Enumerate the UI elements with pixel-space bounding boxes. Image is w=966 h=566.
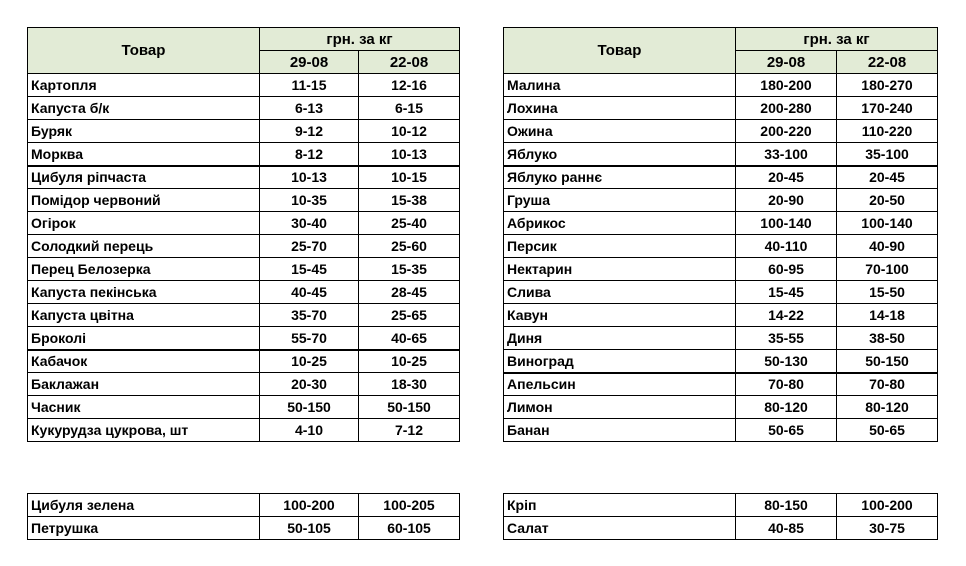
price-cell-date1: 20-30 xyxy=(260,373,359,396)
product-name-cell: Нектарин xyxy=(504,258,736,281)
product-name-cell: Капуста цвітна xyxy=(28,304,260,327)
product-name-cell: Капуста б/к xyxy=(28,97,260,120)
product-name-cell: Морква xyxy=(28,143,260,166)
table-row xyxy=(28,166,460,189)
price-cell-date2: 10-13 xyxy=(359,143,460,166)
price-cell-date2: 25-40 xyxy=(359,212,460,235)
product-name-cell: Цибуля ріпчаста xyxy=(28,166,260,189)
price-cell-date1: 80-150 xyxy=(736,494,837,517)
price-cell-date1: 4-10 xyxy=(260,419,359,442)
product-name-cell: Кукурудза цукрова, шт xyxy=(28,419,260,442)
price-cell-date2: 60-105 xyxy=(359,517,460,540)
product-name-cell: Баклажан xyxy=(28,373,260,396)
price-cell-date1: 15-45 xyxy=(736,281,837,304)
greens-price-table-left xyxy=(27,493,460,540)
price-cell-date1: 40-45 xyxy=(260,281,359,304)
price-cell-date1: 6-13 xyxy=(260,97,359,120)
table-row xyxy=(504,258,938,281)
table-row xyxy=(28,419,460,442)
price-cell-date1: 30-40 xyxy=(260,212,359,235)
table-row xyxy=(504,419,938,442)
price-cell-date2: 50-150 xyxy=(359,396,460,419)
table-row xyxy=(504,166,938,189)
table-row xyxy=(28,189,460,212)
price-cell-date2: 40-65 xyxy=(359,327,460,350)
price-cell-date2: 20-50 xyxy=(837,189,938,212)
table-row xyxy=(504,212,938,235)
table-row xyxy=(28,517,460,540)
price-cell-date1: 14-22 xyxy=(736,304,837,327)
price-cell-date1: 10-13 xyxy=(260,166,359,189)
table-row xyxy=(28,97,460,120)
product-name-cell: Лимон xyxy=(504,396,736,419)
table-row xyxy=(504,350,938,373)
price-cell-date1: 50-65 xyxy=(736,419,837,442)
price-cell-date2: 10-15 xyxy=(359,166,460,189)
product-name-cell: Кабачок xyxy=(28,350,260,373)
price-cell-date2: 30-75 xyxy=(837,517,938,540)
product-name-cell: Буряк xyxy=(28,120,260,143)
price-cell-date2: 14-18 xyxy=(837,304,938,327)
table-row xyxy=(504,97,938,120)
price-cell-date1: 10-35 xyxy=(260,189,359,212)
price-cell-date2: 40-90 xyxy=(837,235,938,258)
price-cell-date1: 40-110 xyxy=(736,235,837,258)
price-cell-date2: 7-12 xyxy=(359,419,460,442)
price-cell-date2: 25-65 xyxy=(359,304,460,327)
vegetables-price-table xyxy=(27,27,460,442)
greens-price-table-right xyxy=(503,493,938,540)
table-row xyxy=(28,235,460,258)
date-column-header-1: 29-08 xyxy=(736,51,837,74)
price-cell-date1: 10-25 xyxy=(260,350,359,373)
table-row xyxy=(28,143,460,166)
price-cell-date2: 170-240 xyxy=(837,97,938,120)
price-cell-date1: 35-70 xyxy=(260,304,359,327)
table-row xyxy=(504,304,938,327)
table-row xyxy=(28,281,460,304)
table-row xyxy=(28,373,460,396)
price-cell-date2: 70-80 xyxy=(837,373,938,396)
price-cell-date2: 180-270 xyxy=(837,74,938,97)
price-group-header: грн. за кг xyxy=(736,28,938,51)
product-name-cell: Банан xyxy=(504,419,736,442)
price-cell-date2: 50-150 xyxy=(837,350,938,373)
price-cell-date1: 50-130 xyxy=(736,350,837,373)
product-name-cell: Ожина xyxy=(504,120,736,143)
table-row xyxy=(28,258,460,281)
price-cell-date1: 35-55 xyxy=(736,327,837,350)
price-cell-date1: 180-200 xyxy=(736,74,837,97)
price-cell-date1: 80-120 xyxy=(736,396,837,419)
price-cell-date2: 80-120 xyxy=(837,396,938,419)
table-row xyxy=(28,74,460,97)
price-cell-date2: 10-25 xyxy=(359,350,460,373)
price-cell-date1: 25-70 xyxy=(260,235,359,258)
price-cell-date2: 12-16 xyxy=(359,74,460,97)
product-name-cell: Виноград xyxy=(504,350,736,373)
product-name-cell: Солодкий перець xyxy=(28,235,260,258)
price-cell-date1: 200-280 xyxy=(736,97,837,120)
product-name-cell: Груша xyxy=(504,189,736,212)
price-cell-date1: 9-12 xyxy=(260,120,359,143)
price-cell-date2: 100-140 xyxy=(837,212,938,235)
price-cell-date1: 20-90 xyxy=(736,189,837,212)
product-name-cell: Цибуля зелена xyxy=(28,494,260,517)
table-row xyxy=(28,396,460,419)
product-name-cell: Картопля xyxy=(28,74,260,97)
price-cell-date1: 40-85 xyxy=(736,517,837,540)
table-row xyxy=(504,189,938,212)
product-name-cell: Абрикос xyxy=(504,212,736,235)
price-cell-date2: 6-15 xyxy=(359,97,460,120)
product-name-cell: Яблуко раннє xyxy=(504,166,736,189)
table-row xyxy=(504,235,938,258)
price-cell-date2: 50-65 xyxy=(837,419,938,442)
table-row xyxy=(28,304,460,327)
price-cell-date2: 15-35 xyxy=(359,258,460,281)
table-row xyxy=(504,120,938,143)
product-name-cell: Броколі xyxy=(28,327,260,350)
table-row xyxy=(28,350,460,373)
date-column-header-2: 22-08 xyxy=(359,51,460,74)
price-cell-date2: 15-38 xyxy=(359,189,460,212)
product-name-cell: Яблуко xyxy=(504,143,736,166)
price-cell-date2: 25-60 xyxy=(359,235,460,258)
price-cell-date1: 15-45 xyxy=(260,258,359,281)
table-row xyxy=(504,373,938,396)
price-cell-date2: 28-45 xyxy=(359,281,460,304)
product-name-cell: Слива xyxy=(504,281,736,304)
date-column-header-1: 29-08 xyxy=(260,51,359,74)
price-cell-date2: 18-30 xyxy=(359,373,460,396)
product-column-header: Товар xyxy=(504,28,736,74)
price-cell-date1: 50-150 xyxy=(260,396,359,419)
price-cell-date1: 100-140 xyxy=(736,212,837,235)
price-cell-date1: 20-45 xyxy=(736,166,837,189)
price-cell-date1: 50-105 xyxy=(260,517,359,540)
product-name-cell: Помідор червоний xyxy=(28,189,260,212)
product-name-cell: Петрушка xyxy=(28,517,260,540)
product-name-cell: Часник xyxy=(28,396,260,419)
price-cell-date2: 20-45 xyxy=(837,166,938,189)
product-name-cell: Персик xyxy=(504,235,736,258)
price-cell-date2: 70-100 xyxy=(837,258,938,281)
price-cell-date2: 38-50 xyxy=(837,327,938,350)
product-name-cell: Капуста пекінська xyxy=(28,281,260,304)
price-cell-date2: 100-200 xyxy=(837,494,938,517)
price-cell-date1: 200-220 xyxy=(736,120,837,143)
product-name-cell: Перец Белозерка xyxy=(28,258,260,281)
price-cell-date1: 8-12 xyxy=(260,143,359,166)
product-name-cell: Салат xyxy=(504,517,736,540)
table-row xyxy=(28,494,460,517)
price-group-header: грн. за кг xyxy=(260,28,460,51)
price-cell-date1: 100-200 xyxy=(260,494,359,517)
product-name-cell: Лохина xyxy=(504,97,736,120)
price-cell-date2: 100-205 xyxy=(359,494,460,517)
product-column-header: Товар xyxy=(28,28,260,74)
table-row xyxy=(504,281,938,304)
table-row xyxy=(28,212,460,235)
price-cell-date1: 55-70 xyxy=(260,327,359,350)
product-name-cell: Огірок xyxy=(28,212,260,235)
price-cell-date2: 15-50 xyxy=(837,281,938,304)
table-row xyxy=(504,74,938,97)
date-column-header-2: 22-08 xyxy=(837,51,938,74)
table-row xyxy=(504,494,938,517)
fruits-price-table xyxy=(503,27,938,442)
product-name-cell: Кріп xyxy=(504,494,736,517)
table-row xyxy=(504,143,938,166)
price-cell-date1: 33-100 xyxy=(736,143,837,166)
product-name-cell: Апельсин xyxy=(504,373,736,396)
table-row xyxy=(28,120,460,143)
table-row xyxy=(504,327,938,350)
price-cell-date1: 60-95 xyxy=(736,258,837,281)
product-name-cell: Кавун xyxy=(504,304,736,327)
table-row xyxy=(28,327,460,350)
product-name-cell: Малина xyxy=(504,74,736,97)
price-cell-date2: 35-100 xyxy=(837,143,938,166)
price-cell-date2: 110-220 xyxy=(837,120,938,143)
table-row xyxy=(504,396,938,419)
product-name-cell: Диня xyxy=(504,327,736,350)
price-cell-date2: 10-12 xyxy=(359,120,460,143)
price-cell-date1: 70-80 xyxy=(736,373,837,396)
price-cell-date1: 11-15 xyxy=(260,74,359,97)
table-row xyxy=(504,517,938,540)
